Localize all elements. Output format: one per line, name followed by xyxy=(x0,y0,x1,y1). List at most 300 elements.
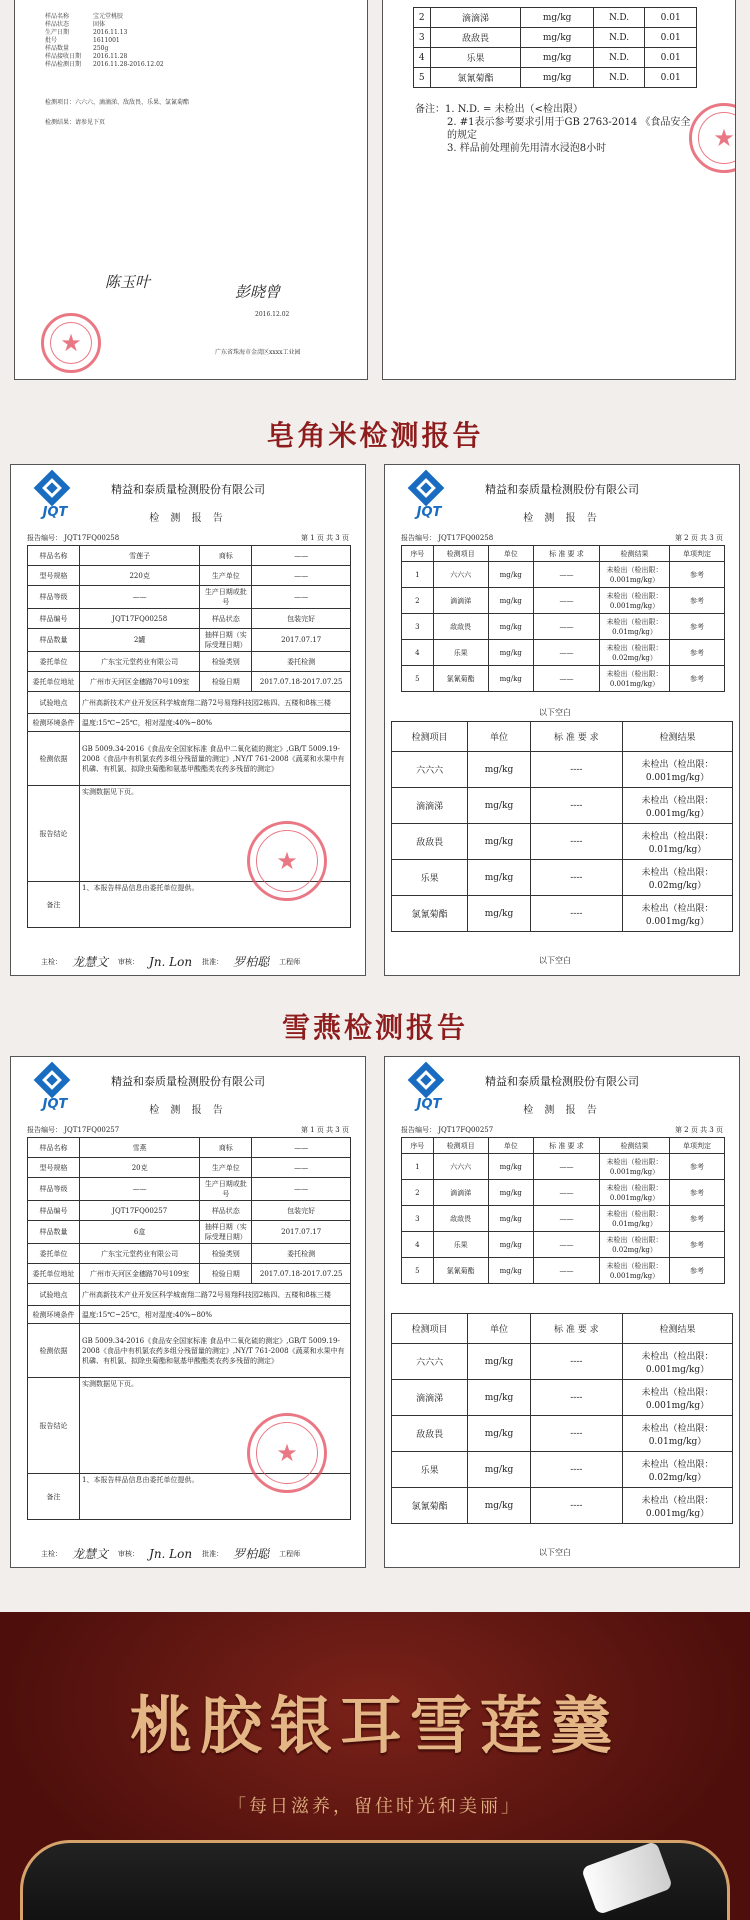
cell-unit: mg/kg xyxy=(521,8,594,28)
cell: 样品数量 xyxy=(28,629,80,652)
test-items-line: 检测项目：六六六、滴滴涕、敌敌畏、乐果、氯氰菊酯 xyxy=(45,99,190,106)
cell: mg/kg xyxy=(488,1206,533,1232)
table-row xyxy=(402,562,725,588)
header-cell: 单项判定 xyxy=(669,546,724,562)
cell-label: 报告结论 xyxy=(28,1378,80,1474)
cell: 广州市天河区金穗路70号109室 xyxy=(80,672,200,692)
cell: 未检出（检出限：0.01mg/kg） xyxy=(623,1416,733,1452)
cell-n: 5 xyxy=(414,68,431,88)
cell: 氯氰菊酯 xyxy=(433,1258,488,1284)
cell: ---- xyxy=(530,788,622,824)
field-value: 2016.11.28-2016.12.02 xyxy=(93,61,164,68)
report-meta: 报告编号： JQT17FQ00257 第 2 页 共 3 页 xyxy=(401,1126,723,1134)
cell-label: 报告结论 xyxy=(28,786,80,882)
cell: 包装完好 xyxy=(252,609,351,629)
cell: 委托单位地址 xyxy=(28,672,80,692)
header-cell: 检测结果 xyxy=(623,1314,733,1344)
cell-unit: mg/kg xyxy=(521,68,594,88)
cell: 20克 xyxy=(80,1158,200,1178)
report-meta: 报告编号： JQT17FQ00258 第 1 页 共 3 页 xyxy=(27,534,349,542)
sample-info-fields xyxy=(45,13,164,69)
product-title: 桃胶银耳雪莲羹 xyxy=(129,1689,620,1762)
header-cell: 检测结果 xyxy=(599,546,669,562)
cell: 滴滴涕 xyxy=(433,588,488,614)
header-cell: 序号 xyxy=(402,1138,434,1154)
zoomed-blank-note: 以下空白 xyxy=(539,1548,571,1557)
cell: 未检出（检出限：0.001mg/kg） xyxy=(623,752,733,788)
company-name: 精益和泰质量检测股份有限公司 xyxy=(111,483,265,496)
blank-note: 以下空白 xyxy=(539,708,571,717)
cell: ---- xyxy=(530,1416,622,1452)
note-line: 备注：1. N.D. = 未检出（<检出限） xyxy=(415,104,583,115)
cell: 5 xyxy=(402,666,434,692)
cell-unit: mg/kg xyxy=(521,28,594,48)
header-cell: 单位 xyxy=(488,1138,533,1154)
cell-lim: 0.01 xyxy=(645,68,697,88)
cell: 雪莲子 xyxy=(80,546,200,566)
red-stamp: ★ xyxy=(247,1413,327,1493)
cell: 未检出（检出限：0.001mg/kg） xyxy=(599,588,669,614)
cell-label: 检测环境条件 xyxy=(28,714,80,732)
cell: 样品等级 xyxy=(28,1178,80,1201)
header-cell: 单位 xyxy=(468,1314,530,1344)
header-cell: 标 准 要 求 xyxy=(530,1314,622,1344)
cell-item: 敌敌畏 xyxy=(430,28,521,48)
field-value: 2016.11.13 xyxy=(93,29,128,36)
cell: —— xyxy=(80,1178,200,1201)
cell: 未检出（检出限：0.02mg/kg） xyxy=(599,640,669,666)
cell: 参考 xyxy=(669,614,724,640)
cell: ---- xyxy=(530,1380,622,1416)
table-row xyxy=(392,824,733,860)
cell-label: 试验地点 xyxy=(28,692,80,714)
header-cell: 检测项目 xyxy=(392,722,468,752)
cell: 抽样日期（实际受理日期） xyxy=(200,1221,252,1244)
table-header-row xyxy=(402,1138,725,1154)
field-value: 250g xyxy=(93,45,109,52)
cell: mg/kg xyxy=(488,640,533,666)
report2-footer: 主检： 龙慧文 审核： Jn. Lon 批准： 罗柏聪 工程师 xyxy=(41,1546,301,1561)
cell: 滴滴涕 xyxy=(392,788,468,824)
field-value: 固体 xyxy=(93,21,106,28)
reviewer-signature: 彭晓曾 xyxy=(235,283,281,301)
cell: 滴滴涕 xyxy=(433,1180,488,1206)
table-row xyxy=(414,8,697,28)
cell-value: 1、本报告样品信息由委托单位提供。 xyxy=(80,1474,351,1520)
field-key: 样品状态 xyxy=(45,21,70,28)
table-row xyxy=(28,1138,351,1158)
table-row xyxy=(28,1284,351,1306)
cell: 1 xyxy=(402,562,434,588)
header-cell: 检测结果 xyxy=(599,1138,669,1154)
cell: 未检出（检出限：0.001mg/kg） xyxy=(599,1154,669,1180)
red-stamp: ★ xyxy=(41,313,101,373)
company-name: 精益和泰质量检测股份有限公司 xyxy=(111,1075,265,1088)
cell: 敌敌畏 xyxy=(433,1206,488,1232)
cell: 样品名称 xyxy=(28,1138,80,1158)
cell-res: N.D. xyxy=(593,28,644,48)
cell-label: 检测依据 xyxy=(28,732,80,786)
note-line: 3. 样品前处理前先用清水浸泡8小时 xyxy=(447,143,607,154)
cell-item: 滴滴涕 xyxy=(430,8,521,28)
cell: 未检出（检出限：0.001mg/kg） xyxy=(623,1488,733,1524)
table-header-row xyxy=(392,1314,733,1344)
cell: 未检出（检出限：0.001mg/kg） xyxy=(623,1344,733,1380)
table-row xyxy=(28,692,351,714)
cell: 6盒 xyxy=(80,1221,200,1244)
cell: 未检出（检出限：0.001mg/kg） xyxy=(623,1380,733,1416)
cell: 未检出（检出限：0.02mg/kg） xyxy=(623,860,733,896)
field-row xyxy=(45,37,164,45)
cell-value: 温度:15℃~25℃，相对湿度:40%~80% xyxy=(80,714,351,732)
table-row xyxy=(28,546,351,566)
header-cell: 检测项目 xyxy=(392,1314,468,1344)
cell: 型号规格 xyxy=(28,1158,80,1178)
cell-value: 1、本报告样品信息由委托单位提供。 xyxy=(80,882,351,928)
address-tail: 广东省珠海市金湾区xxxx工业园 xyxy=(215,349,301,356)
cell: mg/kg xyxy=(488,666,533,692)
cell: JQT17FQ00257 xyxy=(80,1201,200,1221)
cell: 委托单位 xyxy=(28,1244,80,1264)
note-line: 2. #1表示参考要求引用于GB 2763-2014 《食品安全 xyxy=(447,117,691,128)
field-row xyxy=(45,45,164,53)
field-row xyxy=(45,53,164,61)
table-row xyxy=(28,732,351,786)
table-row xyxy=(28,1178,351,1201)
cell: 广东宝元堂药业有限公司 xyxy=(80,1244,200,1264)
cell: mg/kg xyxy=(468,1380,530,1416)
table-row xyxy=(392,788,733,824)
cell: 未检出（检出限：0.001mg/kg） xyxy=(599,666,669,692)
header-cell: 标 准 要 求 xyxy=(533,1138,599,1154)
cell-n: 2 xyxy=(414,8,431,28)
cell: 商标 xyxy=(200,1138,252,1158)
cell: 检验日期 xyxy=(200,672,252,692)
cell: 未检出（检出限：0.01mg/kg） xyxy=(599,614,669,640)
table-row xyxy=(28,1221,351,1244)
zoomed-blank-note: 以下空白 xyxy=(539,956,571,965)
cell: mg/kg xyxy=(488,1180,533,1206)
cell: mg/kg xyxy=(468,1452,530,1488)
table-row xyxy=(402,666,725,692)
table-row xyxy=(392,1344,733,1380)
header-cell: 单项判定 xyxy=(669,1138,724,1154)
results-table xyxy=(401,1137,725,1284)
cell: —— xyxy=(533,1154,599,1180)
cell: 2017.07.18-2017.07.25 xyxy=(252,672,351,692)
cell: 包装完好 xyxy=(252,1201,351,1221)
table-row xyxy=(28,1324,351,1378)
cell: 氯氰菊酯 xyxy=(392,896,468,932)
zoomed-results-table xyxy=(391,1313,733,1524)
cell: 未检出（检出限：0.02mg/kg） xyxy=(623,1452,733,1488)
cell: 广东宝元堂药业有限公司 xyxy=(80,652,200,672)
cell: —— xyxy=(80,586,200,609)
writer-signature: 陈玉叶 xyxy=(105,273,151,291)
cell: 雪燕 xyxy=(80,1138,200,1158)
cell: ---- xyxy=(530,1488,622,1524)
report1-footer: 主检： 龙慧文 审核： Jn. Lon 批准： 罗柏聪 工程师 xyxy=(41,954,301,969)
cell: JQT17FQ00258 xyxy=(80,609,200,629)
field-key: 生产日期 xyxy=(45,29,70,36)
table-row xyxy=(28,609,351,629)
field-row xyxy=(45,13,164,21)
report2-page1 xyxy=(10,1056,366,1568)
results-table xyxy=(401,545,725,692)
report-meta: 报告编号： JQT17FQ00257 第 1 页 共 3 页 xyxy=(27,1126,349,1134)
company-name: 精益和泰质量检测股份有限公司 xyxy=(485,483,639,496)
cell: 2017.07.18-2017.07.25 xyxy=(252,1264,351,1284)
cell: mg/kg xyxy=(468,860,530,896)
table-row xyxy=(28,566,351,586)
cell-label: 检测依据 xyxy=(28,1324,80,1378)
cell: 未检出（检出限：0.001mg/kg） xyxy=(599,562,669,588)
cell: —— xyxy=(533,1206,599,1232)
table-row xyxy=(28,672,351,692)
table-row xyxy=(28,714,351,732)
cell: ---- xyxy=(530,1344,622,1380)
cell: —— xyxy=(252,1158,351,1178)
cell: 生产日期或批号 xyxy=(200,586,252,609)
cell: —— xyxy=(533,614,599,640)
report-title: 检 测 报 告 xyxy=(523,1105,601,1116)
cell: —— xyxy=(533,588,599,614)
cell: 3 xyxy=(402,614,434,640)
cell: mg/kg xyxy=(488,1232,533,1258)
cell: 生产单位 xyxy=(200,566,252,586)
cell-value: GB 5009.34-2016《食品安全国家标准 食品中二氧化硫的测定》,GB/T 5009.19-2008《食品中有机氯农药多组分残留量的测定》,NY/T 761-2008《蔬菜和水果中有机磷、有机氯、拟除虫菊酯和氨基甲酸酯类农药多残留的测定》 xyxy=(80,1324,351,1378)
cell: ---- xyxy=(530,860,622,896)
red-stamp: ★ xyxy=(689,103,736,173)
table-row xyxy=(392,1488,733,1524)
top-right-result-table xyxy=(413,7,697,88)
cell: —— xyxy=(252,586,351,609)
field-key: 批号 xyxy=(45,37,58,44)
cell: 商标 xyxy=(200,546,252,566)
cell: 未检出（检出限：0.001mg/kg） xyxy=(623,896,733,932)
cell: 参考 xyxy=(669,640,724,666)
cell: 样品编号 xyxy=(28,1201,80,1221)
cell: —— xyxy=(252,566,351,586)
cell: ---- xyxy=(530,824,622,860)
product-banner xyxy=(0,1612,750,1920)
cell: 4 xyxy=(402,1232,434,1258)
table-row xyxy=(414,28,697,48)
cell: 2017.07.17 xyxy=(252,1221,351,1244)
table-header-row xyxy=(392,722,733,752)
cell-label: 试验地点 xyxy=(28,1284,80,1306)
cell: 乐果 xyxy=(433,1232,488,1258)
cell-n: 3 xyxy=(414,28,431,48)
table-row xyxy=(28,1158,351,1178)
cell: 滴滴涕 xyxy=(392,1380,468,1416)
cell: 委托单位地址 xyxy=(28,1264,80,1284)
top-left-document xyxy=(14,0,368,380)
cell-n: 4 xyxy=(414,48,431,68)
report-meta: 报告编号： JQT17FQ00258 第 2 页 共 3 页 xyxy=(401,534,723,542)
cell: 检验日期 xyxy=(200,1264,252,1284)
cell: 氯氰菊酯 xyxy=(392,1488,468,1524)
cell-lim: 0.01 xyxy=(645,48,697,68)
cell: 参考 xyxy=(669,1232,724,1258)
cell: —— xyxy=(252,546,351,566)
table-row xyxy=(28,652,351,672)
cell: 乐果 xyxy=(392,860,468,896)
cell: 广州市天河区金穗路70号109室 xyxy=(80,1264,200,1284)
cell: 样品名称 xyxy=(28,546,80,566)
cell: 委托单位 xyxy=(28,652,80,672)
red-stamp: ★ xyxy=(247,821,327,901)
cell: 抽样日期（实际受理日期） xyxy=(200,629,252,652)
cell: ---- xyxy=(530,1452,622,1488)
cell: 样品数量 xyxy=(28,1221,80,1244)
company-name: 精益和泰质量检测股份有限公司 xyxy=(485,1075,639,1088)
table-row xyxy=(28,586,351,609)
cell-label: 备注 xyxy=(28,882,80,928)
header-cell: 标 准 要 求 xyxy=(533,546,599,562)
header-cell: 检测项目 xyxy=(433,1138,488,1154)
table-row xyxy=(402,640,725,666)
section-title-xueyan: 雪燕检测报告 xyxy=(281,1011,468,1044)
table-row xyxy=(392,860,733,896)
cell: 六六六 xyxy=(392,1344,468,1380)
cell: mg/kg xyxy=(468,788,530,824)
header-cell: 检测项目 xyxy=(433,546,488,562)
field-key: 样品检测日期 xyxy=(45,61,82,68)
table-row xyxy=(28,629,351,652)
cell: mg/kg xyxy=(488,588,533,614)
cell: 未检出（检出限：0.001mg/kg） xyxy=(599,1180,669,1206)
cell: 未检出（检出限：0.02mg/kg） xyxy=(599,1232,669,1258)
cell: —— xyxy=(533,640,599,666)
cell: 六六六 xyxy=(433,562,488,588)
field-value: 宝元堂桃胶 xyxy=(93,13,124,20)
cell: 参考 xyxy=(669,1258,724,1284)
field-key: 样品接收日期 xyxy=(45,53,82,60)
cell-res: N.D. xyxy=(593,8,644,28)
header-cell: 检测结果 xyxy=(623,722,733,752)
cell: 220克 xyxy=(80,566,200,586)
cell: 样品状态 xyxy=(200,1201,252,1221)
field-row xyxy=(45,29,164,37)
cell: mg/kg xyxy=(488,1154,533,1180)
cell: 未检出（检出限：0.01mg/kg） xyxy=(623,824,733,860)
cell: 3 xyxy=(402,1206,434,1232)
note-line: 的规定 xyxy=(447,130,477,141)
cell-unit: mg/kg xyxy=(521,48,594,68)
cell: 2 xyxy=(402,588,434,614)
table-row xyxy=(402,1258,725,1284)
cell-value: 实测数据见下页。 xyxy=(80,1378,351,1474)
table-row xyxy=(414,68,697,88)
table-row xyxy=(28,1264,351,1284)
cell: 未检出（检出限：0.001mg/kg） xyxy=(623,788,733,824)
field-row xyxy=(45,21,164,29)
report1-page1 xyxy=(10,464,366,976)
cell: mg/kg xyxy=(468,1416,530,1452)
cell: 型号规格 xyxy=(28,566,80,586)
cell: 参考 xyxy=(669,1154,724,1180)
cell: —— xyxy=(533,1180,599,1206)
cell: —— xyxy=(252,1138,351,1158)
cell: mg/kg xyxy=(468,824,530,860)
result-line: 检测结果：请参见下页 xyxy=(45,119,106,126)
cell: 未检出（检出限：0.001mg/kg） xyxy=(599,1258,669,1284)
cell: 生产单位 xyxy=(200,1158,252,1178)
table-row xyxy=(28,1201,351,1221)
report-title: 检 测 报 告 xyxy=(149,513,227,524)
field-value: 2016.11.28 xyxy=(93,53,128,60)
cell: 检验类别 xyxy=(200,652,252,672)
header-cell: 序号 xyxy=(402,546,434,562)
table-row xyxy=(392,896,733,932)
field-key: 样品数量 xyxy=(45,45,70,52)
top-right-document xyxy=(382,0,736,380)
cell: 乐果 xyxy=(392,1452,468,1488)
cell-item: 氯氰菊酯 xyxy=(430,68,521,88)
cell: 乐果 xyxy=(433,640,488,666)
cell: 1 xyxy=(402,1154,434,1180)
cell-value: 广州高新技术产业开发区科学城南翔二路72号易翔科技园2栋四、五楼和8栋三楼 xyxy=(80,1284,351,1306)
cell: 参考 xyxy=(669,1180,724,1206)
cell: —— xyxy=(533,1232,599,1258)
cell-res: N.D. xyxy=(593,48,644,68)
cell: 未检出（检出限：0.01mg/kg） xyxy=(599,1206,669,1232)
cell: 2 xyxy=(402,1180,434,1206)
cell: 2017.07.17 xyxy=(252,629,351,652)
cell-value: 广州高新技术产业开发区科学城南翔二路72号易翔科技园2栋四、五楼和8栋三楼 xyxy=(80,692,351,714)
header-cell: 单位 xyxy=(468,722,530,752)
cell: 5 xyxy=(402,1258,434,1284)
report-title: 检 测 报 告 xyxy=(523,513,601,524)
cell-lim: 0.01 xyxy=(645,28,697,48)
table-row xyxy=(402,1206,725,1232)
cell: 敌敌畏 xyxy=(392,1416,468,1452)
table-row xyxy=(402,1232,725,1258)
cell: 生产日期或批号 xyxy=(200,1178,252,1201)
table-row xyxy=(28,1244,351,1264)
report2-page2 xyxy=(384,1056,740,1568)
table-row xyxy=(392,752,733,788)
cell: mg/kg xyxy=(468,1488,530,1524)
cell-value: 实测数据见下页。 xyxy=(80,786,351,882)
cell: 样品等级 xyxy=(28,586,80,609)
jqt-logo: JQT xyxy=(401,1067,457,1112)
cell: 检验类别 xyxy=(200,1244,252,1264)
cell: mg/kg xyxy=(468,896,530,932)
table-row xyxy=(392,1416,733,1452)
product-slogan: 「每日滋养，留住时光和美丽」 xyxy=(228,1796,522,1817)
table-row xyxy=(402,614,725,640)
cell: ---- xyxy=(530,752,622,788)
cell: mg/kg xyxy=(488,562,533,588)
cell: 委托检测 xyxy=(252,652,351,672)
cell: 4 xyxy=(402,640,434,666)
cell: 参考 xyxy=(669,562,724,588)
cell: 六六六 xyxy=(433,1154,488,1180)
report-date: 2016.12.02 xyxy=(255,311,290,318)
report-title: 检 测 报 告 xyxy=(149,1105,227,1116)
table-row xyxy=(402,588,725,614)
cell: 敌敌畏 xyxy=(433,614,488,640)
cell-value: 温度:15℃~25℃，相对湿度:40%~80% xyxy=(80,1306,351,1324)
cell: —— xyxy=(533,666,599,692)
field-row xyxy=(45,61,164,69)
jqt-logo: JQT xyxy=(401,475,457,520)
table-row xyxy=(392,1452,733,1488)
zoomed-results-table xyxy=(391,721,733,932)
cell-res: N.D. xyxy=(593,68,644,88)
